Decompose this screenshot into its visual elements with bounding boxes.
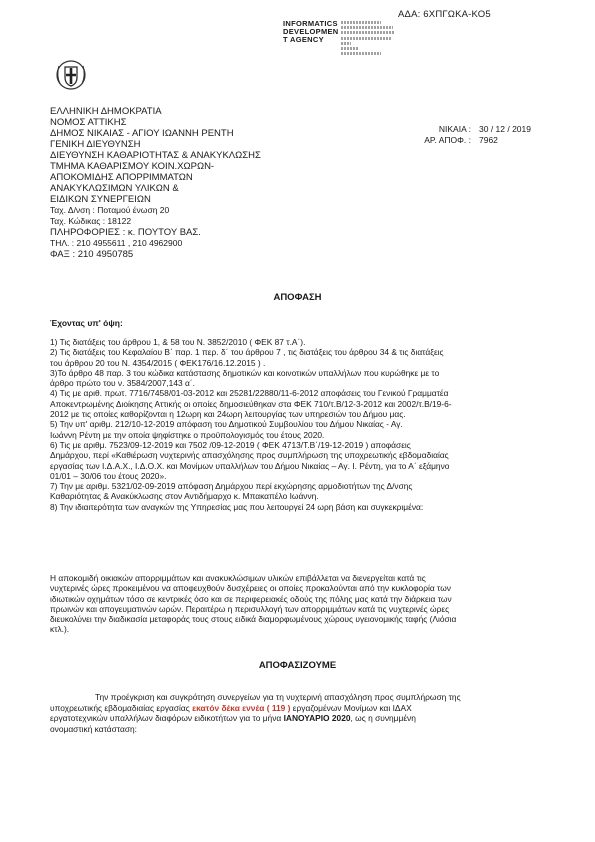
decision-text: εργαζομένων Μονίμων και ΙΔΑΧ bbox=[292, 702, 412, 713]
header-line: ΕΙΔΙΚΩΝ ΣΥΝΕΡΓΕΙΩΝ bbox=[50, 194, 151, 205]
contact-line: ΦΑΞ : 210 4950785 bbox=[50, 249, 134, 260]
consideration-line: 2012 με τις οποίες καθορίζονται η 12ωρη και 24ωρη λειτουργίας των υπηρεσιών του Δήμου μας. bbox=[50, 409, 406, 420]
contact-line: Ταχ. Κώδικας : 18122 bbox=[50, 216, 132, 226]
consideration-line: 6) Τις με αριθμ. 7523/09-12-2019 και 7502 /09-12-2019 ( ΦΕΚ 4713/Τ.Β΄/19-12-2019 ) αποφάσεις bbox=[50, 439, 411, 450]
reasoning-line: πρωινών και απογευματινών ωρών. Περαιτέρω η περισυλλογή των απορριμμάτων κατά τις νυχτερινές ώρες bbox=[50, 603, 450, 614]
employee-count-number: ( 119 ) bbox=[266, 702, 291, 713]
consideration-line: του άρθρου 20 του Ν. 4354/2015 ( ΦΕΚ176/16.12.2015 ) . bbox=[50, 357, 266, 368]
decision-text: , ως η συνημμένη bbox=[350, 713, 416, 724]
consideration-line: άρθρο πρώτο του ν. 3584/2007,143 α΄. bbox=[50, 378, 195, 389]
contact-line: ΤΗΛ. : 210 4955611 , 210 4962900 bbox=[50, 238, 183, 248]
reasoning-paragraph bbox=[50, 573, 547, 635]
header-line: ΔΙΕΥΘΥΝΣΗ ΚΑΘΑΡΙΟΤΗΤΑΣ & ΑΝΑΚΥΚΛΩΣΗΣ bbox=[50, 150, 261, 161]
decision-line-4: ονομαστική κατάσταση: bbox=[50, 723, 137, 734]
place-date: 30 / 12 / 2019 bbox=[479, 124, 531, 134]
decision-line-1: Την προέγκριση και συγκρότηση συνεργείων για τη νυχτερινή απασχόληση προς συμπλήρωση της bbox=[95, 692, 461, 702]
consideration-line: 4) Τις με αριθ. πρωτ. 7716/7458/01-03-2012 και 25281/22880/11-6-2012 αποφάσεις του Γενικού Γραμματέα bbox=[50, 388, 449, 399]
reasoning-line: κτλ.). bbox=[50, 624, 70, 635]
consideration-line: 1) Τις διατάξεις του άρθρου 1, & 58 του Ν. 3852/2010 ( ΦΕΚ 87 τ.Α΄). bbox=[50, 337, 306, 347]
agency-logo bbox=[283, 20, 393, 44]
consideration-line: Αποκεντρωμένης Διοίκησης Αττικής οι οποίες δημοσιεύθηκαν στα ΦΕΚ 710/τ.Β/12-3-2012 και 2002/τ.Β/19-6- bbox=[50, 398, 452, 409]
decision-text: εργατοτεχνικών υπαλλήλων διαφόρων ειδικοτήτων για το μήνα bbox=[50, 713, 282, 724]
header-line: ΑΠΟΚΟΜΙΔΗΣ ΑΠΟΡΡΙΜΜΑΤΩΝ bbox=[50, 172, 193, 183]
decide-title: ΑΠΟΦΑΣΙΖΟΥΜΕ bbox=[258, 660, 337, 671]
header-line: ΝΟΜΟΣ ΑΤΤΙΚΗΣ bbox=[50, 117, 127, 128]
considerations-list bbox=[50, 337, 547, 512]
decision-line-3 bbox=[50, 713, 543, 724]
reasoning-line: ιδιωτικών οχημάτων τόσο σε κεντρικές όσο και σε περιφερειακές οδούς της πόλης μας κατά την διάρκεια των bbox=[50, 593, 452, 604]
greek-emblem-icon bbox=[52, 55, 90, 93]
consideration-line: 3)Το άρθρο 48 παρ. 3 του κώδικα κατάστασης δημοτικών και κοινοτικών υπαλλήλων που κυρώθηκε με το bbox=[50, 367, 440, 378]
issuer-header bbox=[50, 106, 261, 260]
reasoning-line: Η αποκομιδή οικιακών απορριμμάτων και ανακυκλώσιμων υλικών επιβάλλεται να διενεργείται κατά τις bbox=[50, 573, 426, 583]
reasoning-line: διευκολύνει την διαδικασία μεταφοράς τους στους ειδικά διαμορφωμένους χώρους υγειονομικής ταφής (Λιόσια bbox=[50, 614, 457, 625]
document-meta bbox=[415, 124, 531, 146]
header-line: ΔΗΜΟΣ ΝΙΚΑΙΑΣ - ΑΓΙΟΥ ΙΩΑΝΝΗ ΡΕΝΤΗ bbox=[50, 128, 234, 139]
target-month: ΙΑΝΟΥΑΡΙΟ 2020 bbox=[283, 713, 351, 724]
decision-title: ΑΠΟΦΑΣΗ bbox=[273, 292, 322, 303]
consideration-line: Ιωάννη Ρέντη με την οποία ψηφίστηκε ο προϋπολογισμός του έτους 2020. bbox=[50, 429, 325, 440]
agency-name-line-3: T AGENCY bbox=[283, 35, 324, 44]
consideration-line: 5) Την υπ' αριθμ. 212/10-12-2019 απόφαση του Δημοτικού Συμβουλίου του Δήμου Νικαίας - Αγ. bbox=[50, 419, 403, 430]
contact-line: ΠΛΗΡΟΦΟΡΙΕΣ : κ. ΠΟΥΤΟΥ ΒΑΣ. bbox=[50, 227, 201, 238]
header-line: ΤΜΗΜΑ ΚΑΘΑΡΙΣΜΟΥ ΚΟΙΝ.ΧΩΡΩΝ- bbox=[50, 161, 215, 172]
reasoning-line: νυχτερινές ώρες προκειμένου να αποφευχθούν δυσχέρειες οι οποίες προκαλούνται από την κυκλοφορία των bbox=[50, 583, 451, 594]
header-line: ΓΕΝΙΚΗ ΔΙΕΥΘΥΝΣΗ bbox=[50, 139, 141, 150]
place-label: ΝΙΚΑΙΑ : bbox=[438, 124, 471, 134]
consideration-line: 8) Την ιδιαιτερότητα των αναγκών της Υπηρεσίας μας που λειτουργεί 24 ωρη βάση και συγκεκριμένα: bbox=[50, 501, 424, 512]
ref-label: ΑΡ. ΑΠΟΦ. : bbox=[424, 135, 471, 145]
decision-text: υποχρεωτικής εβδομαδιαίας εργασίας bbox=[50, 702, 190, 713]
employee-count-words: εκατόν δέκα εννέα bbox=[192, 702, 265, 713]
decision-paragraph bbox=[50, 692, 543, 734]
header-line: ΑΝΑΚΥΚΛΩΣΙΜΩΝ ΥΛΙΚΩΝ & bbox=[50, 183, 179, 194]
ref-number: 7962 bbox=[479, 135, 498, 145]
consideration-line: Καθαριότητας & Ανακύκλωσης στον Αντιδήμαρχο κ. Μπακαπέλο Ιωάννη. bbox=[50, 491, 319, 502]
consideration-line: 2) Τις διατάξεις του Κεφαλαίου Β΄ παρ. 1 περ. δ΄ του άρθρου 7 , τις διατάξεις του άρθρου 34 & τις διατάξεις bbox=[50, 347, 444, 358]
contact-line: Ταχ. Δ/νση : Ποταμού ένωση 20 bbox=[50, 205, 170, 215]
having-seen-heading: Έχοντας υπ' όψη: bbox=[50, 318, 123, 328]
agency-name-line-1: INFORMATICS bbox=[283, 19, 338, 28]
agency-fine-print bbox=[341, 21, 397, 57]
agency-name-line-2: DEVELOPMEN bbox=[283, 27, 339, 36]
header-line: ΕΛΛΗΝΙΚΗ ΔΗΜΟΚΡΑΤΙΑ bbox=[50, 106, 162, 117]
decision-line-2 bbox=[50, 703, 543, 714]
ada-code: ΑΔΑ: 6ΧΠΓΩΚΑ-ΚΟ5 bbox=[398, 9, 491, 20]
consideration-line: εργασίας των Ι.Δ.Α.Χ., Ι.Δ.Ο.Χ. και Μονίμων υπαλλήλων του Δήμου Νικαίας – Αγ. Ι. Ρέντη, για το Α΄ εξάμηνο bbox=[50, 460, 450, 471]
consideration-line: 01/01 – 30/06 του έτους 2020». bbox=[50, 470, 167, 481]
consideration-line: 7) Την με αριθμ. 5321/02-09-2019 απόφαση Δημάρχου περί εκχώρησης αρμοδιοτήτων της Δ/νσης bbox=[50, 481, 413, 492]
consideration-line: Δημάρχου, περί «Καθιέρωση νυχτερινής απασχόλησης προς συμπλήρωση της υποχρεωτικής εβδομαδιαίας bbox=[50, 450, 449, 461]
